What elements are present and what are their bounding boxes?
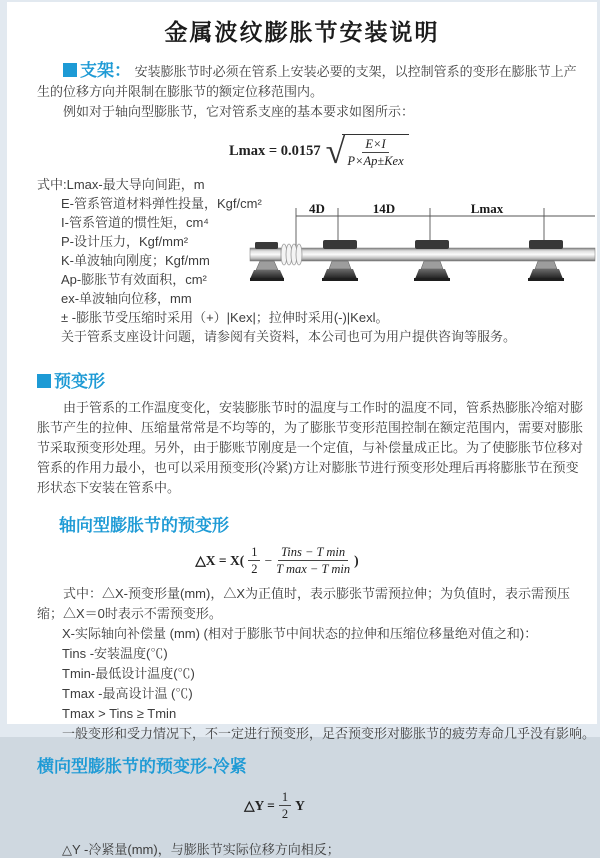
page-title: 金属波纹膨胀节安装说明 <box>164 19 440 45</box>
minus-sign: − <box>264 552 273 568</box>
transverse-subheading: 横向型膨胀节的预变形-冷紧 <box>37 756 247 776</box>
definition-line: ± -膨胀节受压缩时采用（+）|Kex|；拉伸时采用(-)|Kexl。 <box>61 310 389 325</box>
temp-frac-denominator: T max − T min <box>276 562 351 577</box>
definition-line: I-管系管道的惯性矩，cm⁴ <box>61 215 209 230</box>
delta-x-formula-rhs: ) <box>354 552 359 568</box>
support-intro-text: 安装膨胀节时必须在管系上安装必要的支架，以控制管系的变形在膨胀节上产生的位移方向并限制在膨胀节的额定位移范围内。 <box>37 64 577 99</box>
delta-y-formula <box>7 790 597 822</box>
sqrt-radical-icon: √ <box>325 131 346 171</box>
axial-line: Tmax -最高设计温 (℃) <box>62 685 193 701</box>
pipe <box>300 248 595 261</box>
lmax-formula-lhs: Lmax = 0.0157 <box>229 142 321 159</box>
predeform-heading-text: 预变形 <box>54 372 105 391</box>
lmax-formula-denominator: P×Ap±Kex <box>347 154 404 168</box>
dimension-label-14d: 14D <box>372 201 396 216</box>
dimension-label-lmax: Lmax <box>470 201 504 216</box>
temp-frac-numerator: Tins − T min <box>278 545 348 561</box>
axial-line: Tins -安装温度(℃) <box>62 645 168 661</box>
support-section-heading: 支架： <box>80 61 131 80</box>
half-denominator: 2 <box>251 562 258 577</box>
half-numerator: 1 <box>248 545 260 561</box>
definition-line: P-设计压力，Kgf/mm² <box>61 234 189 249</box>
half-denominator: 2 <box>281 807 289 822</box>
delta-y-formula-rhs: Y <box>295 797 305 813</box>
axial-line: Tmin-最低设计温度(℃) <box>62 665 195 681</box>
delta-y-formula-lhs: △Y = <box>244 797 275 813</box>
predeform-paragraph: 由于管系的工作温度变化，安装膨胀节时的温度与工作时的温度不同，管系热膨胀冷缩对膨胀节产生的拉伸、压缩量常常是不均等的，为了膨胀节变形范围控制在额定范围内，需要对膨胀节采取预变形处理。另外，由于膨账节刚度是一个定值，与补偿量成正比。为了使膨胀节位移对管系的作用力最小，也可以采用预变形(冷紧)方让对膨胀节进行预变形处理后再将膨胀节在预变形状态下安装在管系中。 <box>37 400 584 495</box>
predeform-section-heading <box>37 367 597 392</box>
axial-line: X-实际轴向补偿量 (mm) (相对于膨胀节中间状态的拉伸和压缩位移量绝对值之和)： <box>62 625 538 641</box>
delta-x-formula <box>7 545 597 577</box>
definition-line: 关于管系支座设计问题，请参阅有关资料，本公司也可为用户提供咨询等服务。 <box>61 329 517 344</box>
axial-note-paragraph: 式中：△X-预变形量(mm)，△X为正值时，表示膨张节需预拉伸；为负值时，表示需预压缩；△X＝0时表示不需预变形。 <box>37 585 570 621</box>
delta-x-formula-lhs: △X = X( <box>195 552 245 568</box>
document-content <box>7 2 597 857</box>
half-numerator: 1 <box>279 790 291 806</box>
sqrt-expression <box>326 133 409 169</box>
blue-square-icon <box>37 374 51 388</box>
blue-square-icon <box>63 63 77 77</box>
lmax-formula <box>229 131 597 171</box>
axial-line: Tmax > Tins ≥ Tmin <box>62 705 177 721</box>
axial-line: 一般变形和受力情况下，不一定进行预变形，足否预变形对膨胀节的疲劳寿命几乎没有影响。 <box>62 725 596 741</box>
lmax-formula-numerator: E×I <box>362 137 388 153</box>
definitions-block <box>37 175 597 347</box>
bellows-icon <box>281 244 302 265</box>
support-example-line: 例如对于轴向型膨胀节，它对管系支座的基本要求如图所示： <box>63 104 415 119</box>
pipe-stub <box>250 248 281 261</box>
definition-line: K-单波轴向刚度；Kgf/mm <box>61 253 210 268</box>
definition-line: 式中:Lmax-最大导向间距，m <box>37 177 205 192</box>
definition-line: E-管系管道材料弹性投量，Kgf/cm² <box>61 196 262 211</box>
transverse-note: △Y -冷紧量(mm)，与膨胀节实际位移方向相反； <box>62 841 340 857</box>
axial-subheading: 轴向型膨胀节的预变形 <box>59 516 229 535</box>
support-intro-paragraph <box>37 61 583 102</box>
definition-line: ex-单波轴向位移，mm <box>61 291 192 306</box>
definition-line: Ap-膨胀节有效面积，cm² <box>61 272 207 287</box>
pipe-support-diagram <box>250 201 595 296</box>
dimension-label-4d: 4D <box>309 201 325 216</box>
